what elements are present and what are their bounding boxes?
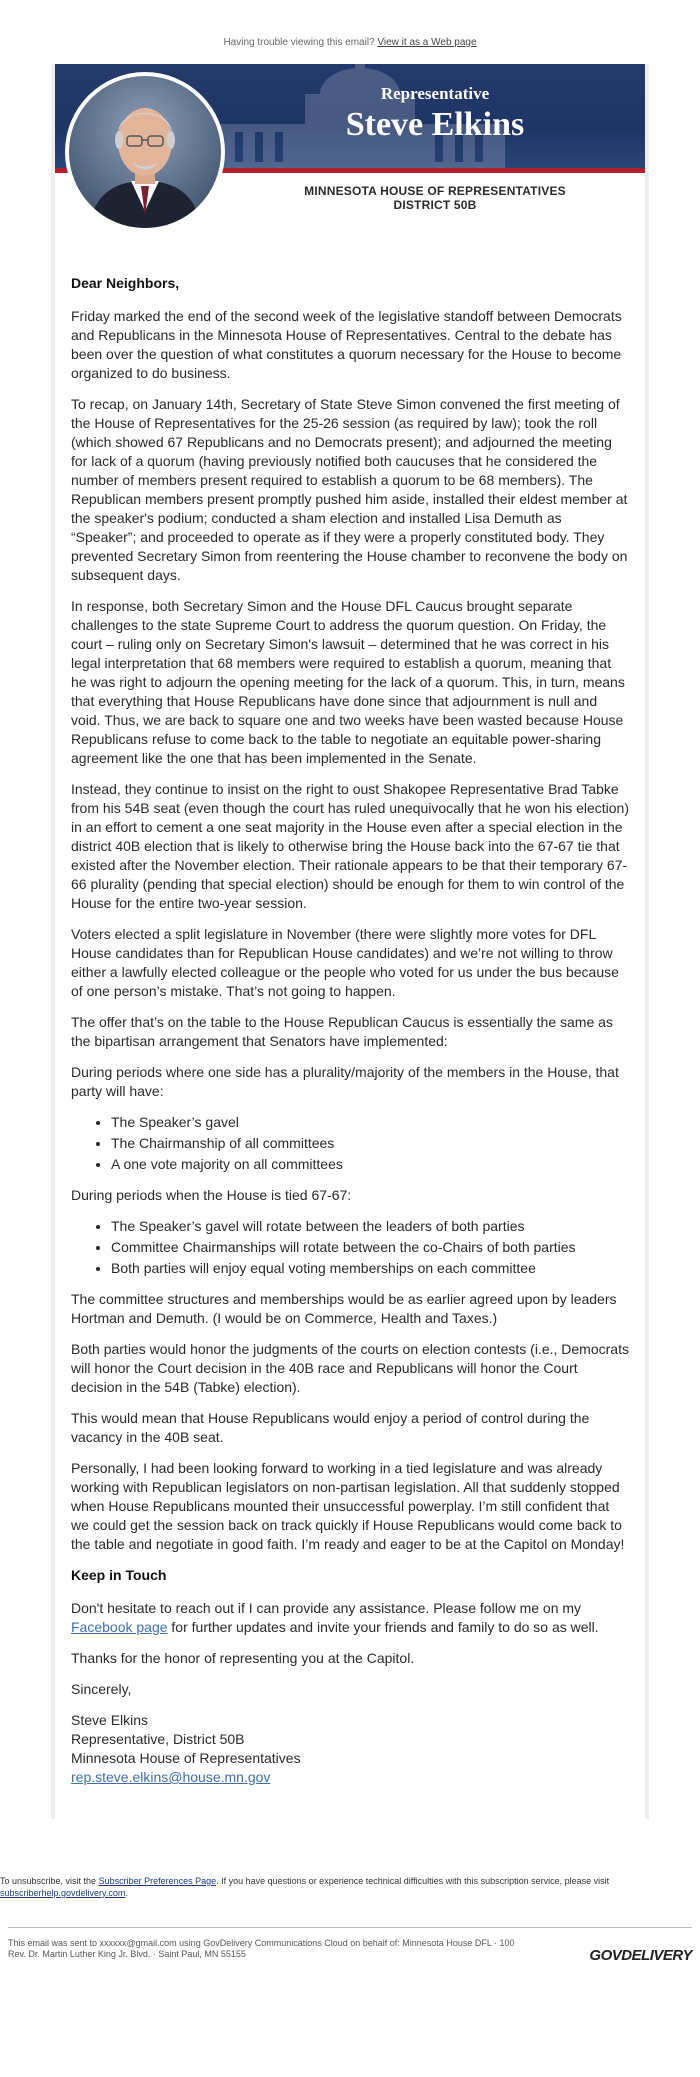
- signature-block: [71, 1711, 629, 1787]
- govdelivery-logo[interactable]: GOVDELIVERY: [589, 1947, 692, 1964]
- list-item: • A one vote majority on all committees: [111, 1155, 629, 1174]
- portrait-photo-icon: [69, 76, 221, 228]
- paragraph: The committee structures and memberships would be as earlier agreed upon by leaders Hortman and Demuth. (I would be on Commerce, Health and Taxes.): [71, 1291, 617, 1326]
- header-title: Representative: [380, 84, 490, 103]
- facebook-page-link[interactable]: Facebook page: [71, 1619, 168, 1635]
- address-line: Rev. Dr. Martin Luther King Jr. Blvd. · Saint Paul, MN 55155: [8, 1949, 246, 1959]
- signature-org: Minnesota House of Representatives: [71, 1750, 301, 1766]
- paragraph: The offer that’s on the table to the House Republican Caucus is essentially the same as the bipartisan arrangement that Senators have implemented:: [71, 1014, 613, 1049]
- keep-in-touch-paragraph: [71, 1599, 629, 1637]
- list-item: • The Chairmanship of all committees: [111, 1134, 629, 1153]
- list-item: • The Speaker’s gavel: [111, 1113, 629, 1132]
- subscriber-preferences-link[interactable]: Subscriber Preferences Page: [98, 1876, 217, 1886]
- newsletter-header: [55, 64, 645, 274]
- email-card-frame: [51, 64, 649, 1819]
- unsub-text-pre: To unsubscribe, visit the: [0, 1876, 99, 1886]
- keep-text-post: for further updates and invite your friends and family to do so as well.: [167, 1619, 599, 1635]
- representative-portrait: [65, 72, 225, 232]
- header-house-district: [225, 184, 645, 212]
- keep-text-pre: Don't hesitate to reach out if I can provide any assistance. Please follow me on my: [71, 1600, 582, 1616]
- paragraph: Voters elected a split legislature in November (there were slightly more votes for DFL House candidates than for Republican House candidates) and we’re not willing to throw either a lawfully elected colleague or the people who voted for us under the bus because of one person’s mistake. That’s not going to happen.: [71, 926, 619, 999]
- paragraph: During periods where one side has a plurality/majority of the members in the House, that party will have:: [71, 1064, 619, 1099]
- unsubscribe-footer: [0, 1819, 700, 1899]
- signature-name: Steve Elkins: [71, 1712, 149, 1728]
- sincerely-text: Sincerely,: [71, 1681, 132, 1697]
- trouble-text: Having trouble viewing this email?: [223, 37, 375, 48]
- greeting-heading: Dear Neighbors,: [71, 275, 180, 291]
- list-item: • The Speaker’s gavel will rotate between the leaders of both parties: [111, 1217, 629, 1236]
- unsub-text-mid: . If you have questions or experience technical difficulties with this subscription service, please visit: [216, 1876, 610, 1886]
- thanks-paragraph: Thanks for the honor of representing you at the Capitol.: [71, 1650, 415, 1666]
- list-item: • Committee Chairmanships will rotate between the co-Chairs of both parties: [111, 1238, 629, 1257]
- paragraph: Personally, I had been looking forward to working in a tied legislature and was already working with Republican legislators on non-partisan legislation. All that suddenly stopped when House Republicans mounted their unsuccessful powerplay. I’m still confident that we could get the session back on track quickly if House Republicans would come back to the table and negotiate in good faith. I’m ready and eager to be at the Capitol on Monday!: [71, 1460, 625, 1552]
- district-line: DISTRICT 50B: [393, 198, 477, 212]
- paragraph: This would mean that House Republicans would enjoy a period of control during the vacancy in the 40B seat.: [71, 1410, 590, 1445]
- keep-in-touch-heading: Keep in Touch: [71, 1567, 167, 1583]
- trouble-viewing-bar: [0, 0, 700, 64]
- paragraph: Both parties would honor the judgments of the courts on election contests (i.e., Democrats will honor the Court decision in the 40B race and Republicans will honor the Court decision in the 54B (Tabke) election).: [71, 1341, 629, 1395]
- paragraph: Friday marked the end of the second week of the legislative standoff between Democrats and Republicans in the Minnesota House of Representatives. Central to the debate has been over the question of what constitutes a quorum necessary for the House to become organized to do business.: [71, 308, 622, 381]
- sent-to-line: This email was sent to xxxxxx@gmail.com using GovDelivery Communications Cloud on behalf of: Minnesota House DFL · 100: [8, 1938, 515, 1948]
- web-page-link[interactable]: View it as a Web page: [377, 37, 477, 48]
- subscriber-help-link[interactable]: subscriberhelp.govdelivery.com: [0, 1888, 126, 1898]
- paragraph: During periods when the House is tied 67-67:: [71, 1187, 352, 1203]
- email-link[interactable]: rep.steve.elkins@house.mn.gov: [71, 1769, 271, 1785]
- unsub-text-end: .: [125, 1888, 128, 1898]
- tie-list: [71, 1217, 629, 1278]
- header-representative-name: Steve Elkins: [345, 106, 525, 143]
- paragraph: Instead, they continue to insist on the right to oust Shakopee Representative Brad Tabke from his 54B seat (even though the court has ruled unequivocally that he won his election) in an effort to cement a one seat majority in the House even after a special election in the district 40B election that is likely to otherwise bring the House back into the 67-67 tie that existed after the November election. Their rationale appears to be that their temporary 67-66 plurality (pending that special election) should be enough for them to win control of the House for the entire two-year session.: [71, 781, 629, 911]
- plurality-list: [71, 1113, 629, 1174]
- paragraph: In response, both Secretary Simon and the House DFL Caucus brought separate challenges to the state Supreme Court to address the quorum question. On Friday, the court – ruling only on Secretary Simon's lawsuit – determined that he was correct in his legal interpretation that 68 members were required to establish a quorum, meaning that he was right to adjourn the opening meeting for the lack of a quorum. This, in turn, means that everything that House Republicans have done since that adjournment is null and void. Thus, we are back to square one and two weeks have been wasted because House Republicans refuse to come back to the table to negotiate an equitable power-sharing agreement like the one that has been implemented in the Senate.: [71, 598, 625, 766]
- signature-title: Representative, District 50B: [71, 1731, 245, 1747]
- house-name-line: MINNESOTA HOUSE OF REPRESENTATIVES: [304, 184, 566, 198]
- list-item: • Both parties will enjoy equal voting memberships on each committee: [111, 1259, 629, 1278]
- sender-footer: [0, 1928, 700, 1988]
- email-card: [55, 64, 645, 1819]
- paragraph: To recap, on January 14th, Secretary of State Steve Simon convened the first meeting of the House of Representatives for the 25-26 session (as required by law); took the roll (which showed 67 Republicans and no Democrats present); and adjourned the meeting for lack of a quorum (having previously notified both caucuses that he considered the number of members present required to establish a quorum to be 68 members). The Republican members present promptly pushed him aside, installed their eldest member at the speaker's podium; conducted a sham election and installed Lisa Demuth as “Speaker”; and proceeded to operate as if they were a properly constituted body. They prevented Secretary Simon from reentering the House chamber to reconvene the body on subsequent days.: [71, 396, 628, 583]
- newsletter-body: [55, 274, 645, 1819]
